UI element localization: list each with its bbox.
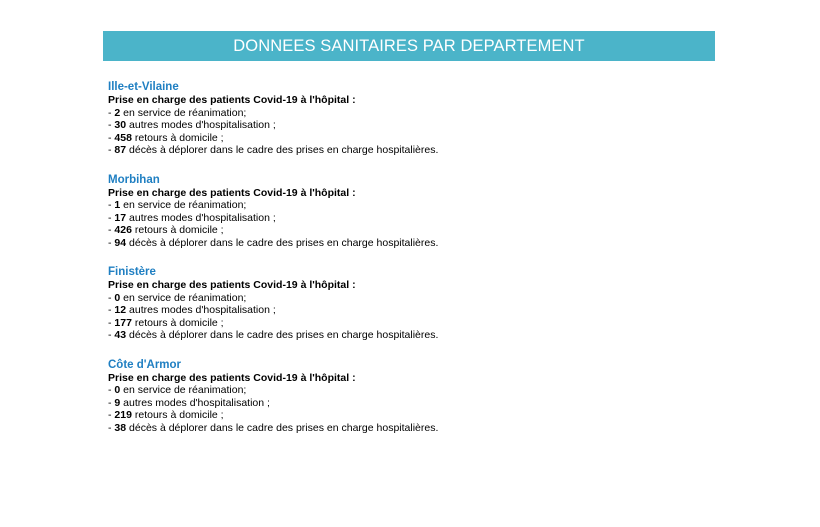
department-subtitle: Prise en charge des patients Covid-19 à l'hôpital : bbox=[108, 186, 356, 199]
department-name: Morbihan bbox=[108, 173, 160, 186]
department-subtitle: Prise en charge des patients Covid-19 à l'hôpital : bbox=[108, 279, 356, 291]
stat-text: en service de réanimation; bbox=[120, 106, 247, 119]
department-section-morbihan bbox=[108, 174, 708, 250]
line-prefix: - bbox=[108, 224, 115, 236]
stat-text: autres modes d'hospitalisation ; bbox=[126, 119, 276, 131]
department-name: Ille-et-Vilaine bbox=[108, 81, 179, 93]
line-prefix: - bbox=[108, 119, 115, 131]
stat-line-deces bbox=[108, 329, 708, 342]
stat-line-retours bbox=[108, 409, 708, 422]
stat-line-reanimation bbox=[108, 384, 708, 397]
stat-text: en service de réanimation; bbox=[120, 384, 247, 396]
stat-text: retours à domicile ; bbox=[131, 409, 224, 421]
line-prefix: - bbox=[108, 409, 115, 421]
stat-text: en service de réanimation; bbox=[120, 199, 247, 211]
department-list bbox=[108, 81, 708, 451]
stat-line-deces bbox=[108, 144, 708, 157]
stat-line-hospitalisation bbox=[108, 119, 708, 132]
line-prefix: - bbox=[108, 421, 115, 434]
stat-number: 87 bbox=[114, 144, 127, 156]
stat-text: en service de réanimation; bbox=[120, 291, 247, 304]
stat-number: 12 bbox=[114, 304, 127, 316]
stat-line-reanimation bbox=[108, 107, 708, 120]
stat-text: décès à déplorer dans le cadre des prises en charge hospitalières. bbox=[126, 421, 439, 434]
line-prefix: - bbox=[108, 316, 115, 329]
stat-number: 219 bbox=[114, 409, 132, 421]
stat-line-deces bbox=[108, 422, 708, 435]
line-prefix: - bbox=[108, 131, 115, 144]
stat-text: retours à domicile ; bbox=[131, 224, 224, 236]
stat-text: décès à déplorer dans le cadre des prises en charge hospitalières. bbox=[126, 144, 439, 156]
department-section-finistere bbox=[108, 266, 708, 342]
stat-line-retours bbox=[108, 224, 708, 237]
department-section-ille-et-vilaine bbox=[108, 81, 708, 157]
stat-number: 9 bbox=[114, 396, 121, 409]
page-title: DONNEES SANITAIRES PAR DEPARTEMENT bbox=[233, 36, 585, 55]
line-prefix: - bbox=[108, 199, 115, 211]
line-prefix: - bbox=[108, 329, 115, 341]
stat-number: 0 bbox=[114, 384, 121, 396]
stat-text: décès à déplorer dans le cadre des prises en charge hospitalières. bbox=[126, 236, 439, 249]
stat-line-retours bbox=[108, 317, 708, 330]
stat-line-retours bbox=[108, 132, 708, 145]
stat-number: 177 bbox=[114, 316, 132, 329]
stat-number: 426 bbox=[114, 224, 132, 236]
department-subtitle: Prise en charge des patients Covid-19 à l'hôpital : bbox=[108, 94, 356, 106]
stat-number: 1 bbox=[114, 199, 121, 211]
department-section-cote-d-armor bbox=[108, 359, 708, 435]
department-name: Côte d'Armor bbox=[108, 358, 182, 371]
stat-number: 38 bbox=[114, 421, 127, 434]
line-prefix: - bbox=[108, 304, 115, 316]
stat-number: 94 bbox=[114, 236, 127, 249]
stat-text: décès à déplorer dans le cadre des prises en charge hospitalières. bbox=[126, 329, 439, 341]
stat-number: 0 bbox=[114, 291, 121, 304]
line-prefix: - bbox=[108, 211, 115, 224]
stat-line-hospitalisation bbox=[108, 304, 708, 317]
stat-text: autres modes d'hospitalisation ; bbox=[120, 396, 270, 409]
stat-line-reanimation bbox=[108, 199, 708, 212]
stat-line-hospitalisation bbox=[108, 397, 708, 410]
stat-number: 458 bbox=[114, 131, 132, 144]
stat-line-reanimation bbox=[108, 292, 708, 305]
line-prefix: - bbox=[108, 291, 115, 304]
stat-number: 2 bbox=[114, 106, 121, 119]
department-name: Finistère bbox=[108, 266, 156, 278]
department-subtitle: Prise en charge des patients Covid-19 à l'hôpital : bbox=[108, 371, 356, 384]
stat-line-hospitalisation bbox=[108, 212, 708, 225]
stat-number: 43 bbox=[114, 329, 127, 341]
line-prefix: - bbox=[108, 144, 115, 156]
line-prefix: - bbox=[108, 396, 115, 409]
stat-text: autres modes d'hospitalisation ; bbox=[126, 304, 276, 316]
stat-number: 17 bbox=[114, 211, 127, 224]
stat-text: retours à domicile ; bbox=[131, 131, 224, 144]
line-prefix: - bbox=[108, 236, 115, 249]
line-prefix: - bbox=[108, 384, 115, 396]
stat-text: autres modes d'hospitalisation ; bbox=[126, 211, 276, 224]
stat-text: retours à domicile ; bbox=[131, 316, 224, 329]
line-prefix: - bbox=[108, 106, 115, 119]
header-banner bbox=[103, 31, 715, 61]
stat-number: 30 bbox=[114, 119, 127, 131]
stat-line-deces bbox=[108, 237, 708, 250]
